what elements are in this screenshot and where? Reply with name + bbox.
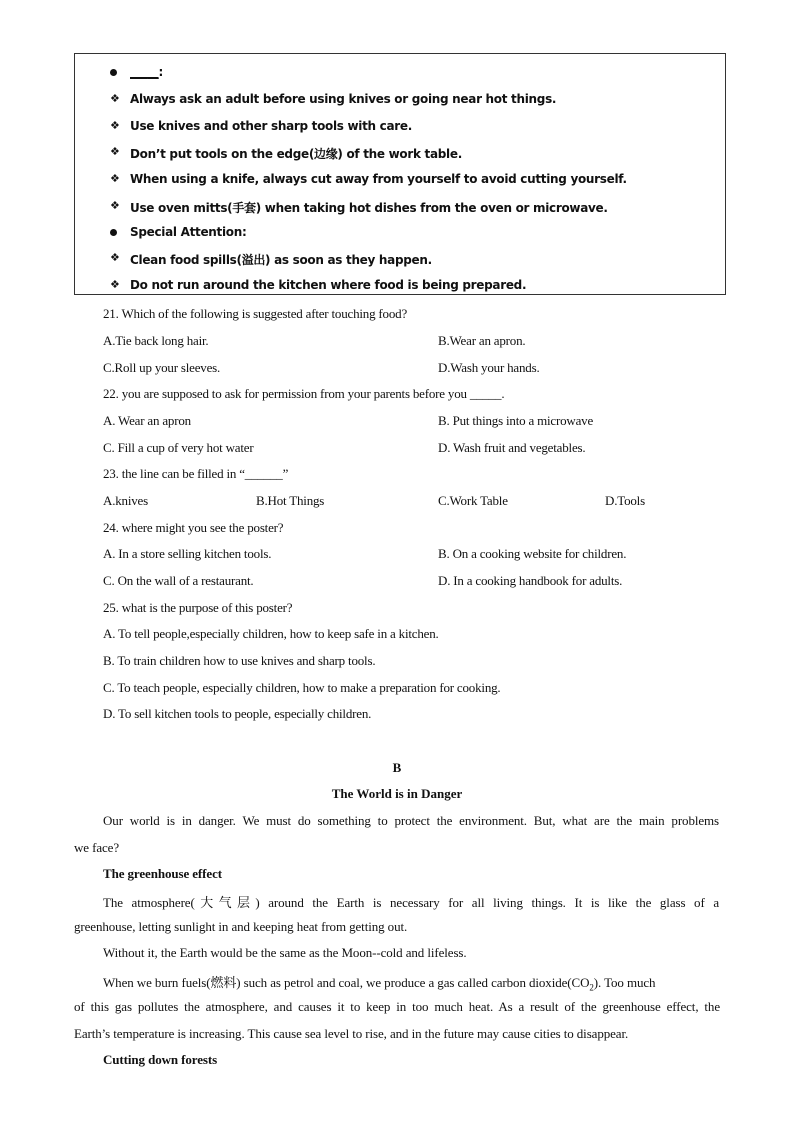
paragraph-fuels-line: Earth’s temperature is increasing. This cause sea level to rise, and in the future may cause cities to disappear. [74,1026,629,1041]
section-heading-greenhouse: The greenhouse effect [103,866,222,881]
question-22-stem: 22. you are supposed to ask for permission from your parents before you _____. [103,386,505,401]
q23-option-a: A.knives [103,493,148,508]
diamond-bullet-icon: ❖ [110,172,120,185]
diamond-bullet-icon: ❖ [110,278,120,291]
q24-option-c: C. On the wall of a restaurant. [103,573,254,588]
diamond-bullet-icon: ❖ [110,199,120,212]
special-item: Clean food spills(溢出) as soon as they happen. [130,253,432,267]
fuels-text-end: ). Too much [593,975,656,990]
section-heading-forests: Cutting down forests [103,1052,218,1067]
q21-option-d: D.Wash your hands. [438,360,540,375]
q22-option-c: C. Fill a cup of very hot water [103,440,254,455]
q23-option-b: B.Hot Things [256,493,325,508]
diamond-bullet-icon: ❖ [110,92,120,105]
rules-heading [130,65,163,79]
q22-option-a: A. Wear an apron [103,413,191,428]
question-23-stem: 23. the line can be filled in “______” [103,466,289,481]
passage-title: The World is in Danger [331,786,463,801]
q24-option-d: D. In a cooking handbook for adults. [438,573,623,588]
safety-item: Use knives and other sharp tools with care. [130,119,412,133]
intro-paragraph-line: we face? [74,840,120,855]
q25-option-d: D. To sell kitchen tools to people, especially children. [103,706,372,721]
paragraph-atmosphere-line: greenhouse, letting sunlight in and keeping heat from getting out. [74,919,408,934]
co2-subscript: 2 [589,982,594,993]
heading-blank: _____ [130,65,159,79]
bullet-dot-icon [110,69,117,76]
safety-item: Use oven mitts(手套) when taking hot dishes from the oven or microwave. [130,201,608,215]
question-21-stem: 21. Which of the following is suggested after touching food? [103,306,408,321]
section-letter: B [392,760,402,775]
q24-option-b: B. On a cooking website for children. [438,546,627,561]
bullet-dot-icon [110,229,117,236]
q21-option-b: B.Wear an apron. [438,333,526,348]
safety-item: Don’t put tools on the edge(边缘) of the work table. [130,147,462,161]
q25-option-c: C. To teach people, especially children, how to make a preparation for cooking. [103,680,501,695]
q23-option-c: C.Work Table [438,493,508,508]
diamond-bullet-icon: ❖ [110,251,120,264]
q25-option-b: B. To train children how to use knives and sharp tools. [103,653,376,668]
q21-option-a: A.Tie back long hair. [103,333,209,348]
special-item: Do not run around the kitchen where food is being prepared. [130,278,527,292]
q22-option-d: D. Wash fruit and vegetables. [438,440,586,455]
heading-colon: : [158,65,164,79]
paragraph-fuels-line: of this gas pollutes the atmosphere, and causes it to keep in too much heat. As a result of the greenhouse effect, the [74,999,720,1014]
q21-option-c: C.Roll up your sleeves. [103,360,221,375]
q24-option-a: A. In a store selling kitchen tools. [103,546,272,561]
q23-option-d: D.Tools [605,493,645,508]
fuels-text: When we burn fuels(燃料) such as petrol and coal, we produce a gas called carbon dioxide(CO [103,975,590,990]
special-attention-heading: Special Attention: [130,225,247,239]
intro-paragraph-line: Our world is in danger. We must do something to protect the environment. But, what are the main problems [103,813,719,828]
question-24-stem: 24. where might you see the poster? [103,520,284,535]
question-25-stem: 25. what is the purpose of this poster? [103,600,293,615]
paragraph-without-it: Without it, the Earth would be the same as the Moon--cold and lifeless. [103,945,467,960]
paragraph-fuels-line [103,972,719,993]
diamond-bullet-icon: ❖ [110,119,120,132]
diamond-bullet-icon: ❖ [110,145,120,158]
safety-item: When using a knife, always cut away from yourself to avoid cutting yourself. [130,172,627,186]
q25-option-a: A. To tell people,especially children, how to keep safe in a kitchen. [103,626,439,641]
paragraph-atmosphere-line: The atmosphere(大气层) around the Earth is necessary for all living things. It is like the glass of a [103,895,719,910]
q22-option-b: B. Put things into a microwave [438,413,594,428]
safety-item: Always ask an adult before using knives or going near hot things. [130,92,557,106]
